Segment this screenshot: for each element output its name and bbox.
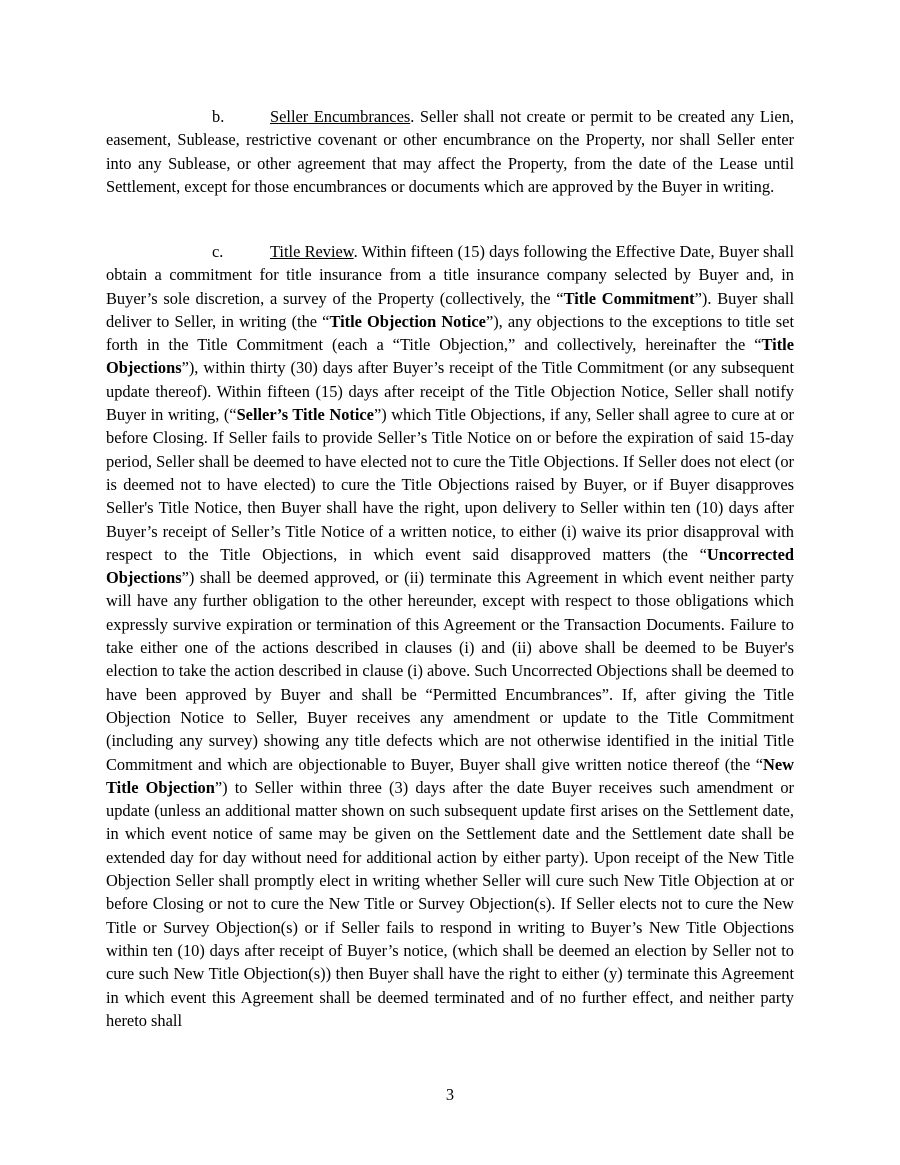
- paragraph-b-enumerator: b.: [212, 107, 225, 126]
- paragraph-c: [106, 240, 794, 1032]
- paragraph-b-heading: Seller Encumbrances: [270, 107, 411, 126]
- defined-term-sellers-title-notice: Seller’s Title Notice: [236, 405, 374, 425]
- paragraph-c-text-5: ”) which Title Objections, if any, Seller shall agree to cure at or before Closing. If Seller fails to provide Seller’s Title Notice on or before the expiration of said 15-day period, Seller shall be deemed to have elected not to cure the Title Objections. If Seller does not elect (or is deemed not to have elected) to cure the Title Objections raised by Buyer, or if Buyer disapproves Seller's Title Notice, then Buyer shall have the right, upon delivery to Seller within ten (10) days after Buyer’s receipt of Seller’s Title Notice of a written notice, to either (i) waive its prior disapproval with respect to the Title Objections, in which event said disapproved matters (the “: [106, 405, 794, 564]
- defined-term-new-title-objection: New Title Objection: [106, 754, 794, 797]
- defined-term-title-objections: Title Objections: [106, 335, 794, 378]
- paragraph-c-text-3: ”), any objections to the exceptions to title set forth in the Title Commitment (each a “Title Objection,” and collectively, hereinafter the “: [106, 311, 795, 355]
- paragraph-c-text-4: ”), within thirty (30) days after Buyer’s receipt of the Title Commitment (or any subsequent update thereof). Within fifteen (15) days after receipt of the Title Objection Notice, Seller shall notify Buyer in writing, (“: [106, 358, 794, 425]
- paragraph-b-text: . Seller shall not create or permit to be created any Lien, easement, Sublease, restrictive covenant or other encumbrance on the Property, nor shall Seller enter into any Sublease, or other agreement that may affect the Property, from the date of the Lease until Settlement, except for those encumbrances or documents which are approved by the Buyer in writing.: [106, 107, 794, 196]
- paragraph-c-heading: Title Review: [270, 242, 354, 261]
- paragraph-b: [106, 105, 794, 198]
- paragraph-c-text-6: ”) shall be deemed approved, or (ii) terminate this Agreement in which event neither party will have any further obligation to the other hereunder, except with respect to those obligations which expressly survive expiration or termination of this Agreement or the Transaction Documents. Failure to take either one of the actions described in clauses (i) and (ii) above shall be deemed to be Buyer's election to take the action described in clause (i) above. Such Uncorrected Objections shall be deemed to have been approved by Buyer and shall be “Permitted Encumbrances”. If, after giving the Title Objection Notice to Seller, Buyer receives any amendment or update to the Title Commitment (including any survey) showing any title defects which are not otherwise identified in the initial Title Commitment and which are objectionable to Buyer, Buyer shall give written notice thereof (the “: [106, 568, 794, 774]
- page-number: 3: [445, 1085, 455, 1104]
- paragraph-c-text-7: ”) to Seller within three (3) days after the date Buyer receives such amendment or update (unless an additional matter shown on such subsequent update first arises on the Settlement date, in which event notice of same may be given on the Settlement date and the Settlement date shall be extended day for day without need for additional action by either party). Upon receipt of the New Title Objection Seller shall promptly elect in writing whether Seller will cure such New Title Objection at or before Closing or not to cure the New Title or Survey Objection(s). If Seller elects not to cure the New Title or Survey Objection(s) or if Seller fails to respond in writing to Buyer’s New Title Objections within ten (10) days after receipt of Buyer’s notice, (which shall be deemed an election by Seller not to cure such New Title Objection(s)) then Buyer shall have the right to either (y) terminate this Agreement in which event this Agreement shall be deemed terminated and of no further effect, and neither party hereto shall: [106, 777, 794, 1030]
- paragraph-c-enumerator: c.: [212, 242, 224, 261]
- paragraph-c-text-1: . Within fifteen (15) days following the Effective Date, Buyer shall obtain a commitment for title insurance from a title insurance company selected by Buyer and, in Buyer’s sole discretion, a survey of the Property (collectively, the “: [106, 242, 794, 308]
- defined-term-title-commitment: Title Commitment: [563, 288, 695, 308]
- defined-term-title-objection-notice: Title Objection Notice: [329, 311, 486, 331]
- paragraph-c-text-2: ”). Buyer shall deliver to Seller, in writing (the “: [106, 288, 794, 331]
- defined-term-uncorrected-objections: Uncorrected Objections: [106, 544, 794, 588]
